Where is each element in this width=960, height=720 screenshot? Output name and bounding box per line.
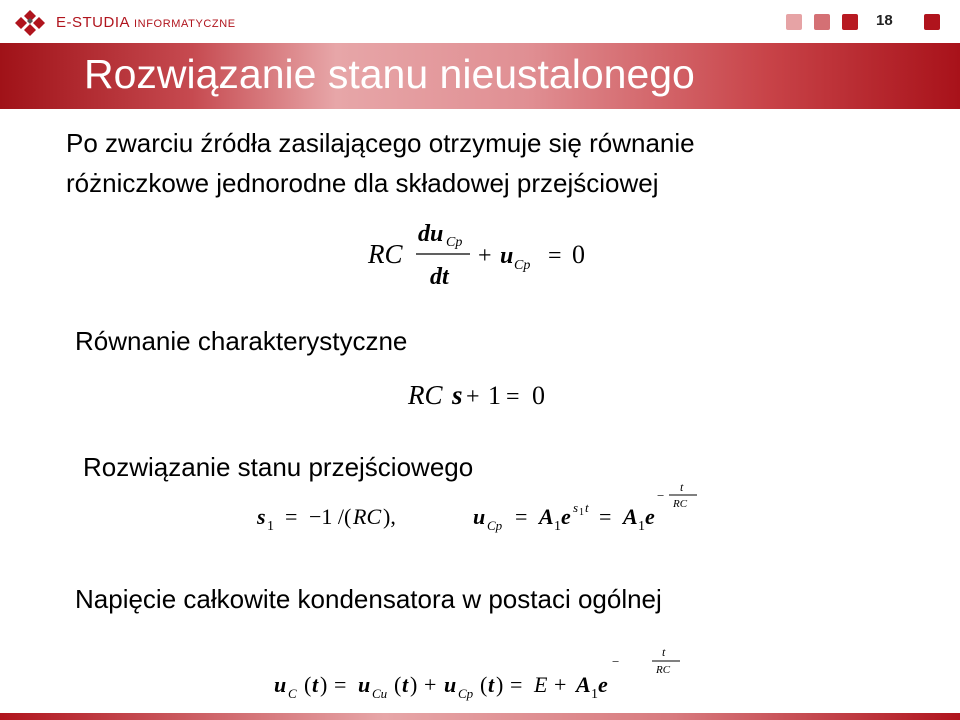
svg-text:): ) bbox=[496, 672, 504, 697]
svg-text:u: u bbox=[500, 243, 514, 269]
svg-text:RC: RC bbox=[656, 664, 671, 676]
svg-text:t: t bbox=[680, 480, 684, 494]
page-number: 18 bbox=[876, 12, 893, 29]
svg-text:C: C bbox=[288, 686, 297, 701]
svg-text:s: s bbox=[452, 380, 463, 410]
svg-text:t: t bbox=[662, 645, 666, 659]
svg-text:1: 1 bbox=[591, 687, 598, 702]
svg-text:Cp: Cp bbox=[487, 518, 503, 533]
svg-text:=: = bbox=[334, 672, 347, 697]
svg-text:+: + bbox=[466, 384, 480, 410]
logo-sub-text: INFORMATYCZNE bbox=[134, 18, 236, 30]
characteristic-label: Równanie charakterystyczne bbox=[75, 326, 408, 356]
svg-text:=: = bbox=[506, 384, 520, 410]
svg-text:−1 /(: −1 /( bbox=[309, 504, 352, 529]
svg-text:),: ), bbox=[383, 504, 396, 529]
svg-text:du: du bbox=[418, 221, 444, 247]
logo-icon bbox=[12, 8, 48, 38]
svg-text:u: u bbox=[274, 672, 287, 697]
svg-text:1: 1 bbox=[267, 519, 274, 534]
svg-text:Cp: Cp bbox=[514, 258, 531, 273]
svg-text:−: − bbox=[657, 488, 665, 503]
svg-text:RC: RC bbox=[353, 504, 382, 529]
total-voltage-label: Napięcie całkowite kondensatora w postaci ogólnej bbox=[75, 584, 662, 614]
svg-text:1: 1 bbox=[488, 381, 501, 410]
square-dark-icon bbox=[842, 14, 858, 30]
svg-text:): ) bbox=[320, 672, 328, 697]
svg-text:s: s bbox=[573, 500, 579, 515]
bottom-bar bbox=[0, 713, 960, 720]
intro-line-1: Po zwarciu źródła zasilającego otrzymuje się równanie bbox=[66, 128, 695, 158]
square-medium-icon bbox=[814, 14, 830, 30]
svg-text:t: t bbox=[488, 672, 495, 697]
svg-text:=: = bbox=[515, 504, 528, 529]
svg-text:1: 1 bbox=[579, 507, 584, 518]
square-light-icon bbox=[786, 14, 802, 30]
svg-text:0: 0 bbox=[532, 381, 545, 410]
total-voltage-equation bbox=[270, 640, 690, 702]
svg-text:e: e bbox=[561, 504, 571, 529]
svg-text:A: A bbox=[539, 504, 554, 529]
svg-text:1: 1 bbox=[554, 519, 561, 534]
svg-text:+: + bbox=[424, 672, 437, 697]
svg-text:0: 0 bbox=[572, 240, 585, 269]
characteristic-equation bbox=[404, 376, 564, 416]
decorative-squares bbox=[786, 14, 858, 30]
svg-text:A: A bbox=[623, 504, 638, 529]
transient-label: Rozwiązanie stanu przejściowego bbox=[83, 452, 474, 482]
svg-text:1: 1 bbox=[638, 519, 645, 534]
differential-equation bbox=[360, 212, 610, 294]
svg-text:u: u bbox=[473, 504, 486, 529]
svg-text:u: u bbox=[444, 672, 457, 697]
transient-equation bbox=[255, 476, 715, 536]
svg-text:t: t bbox=[585, 500, 589, 515]
svg-text:+: + bbox=[554, 672, 567, 697]
svg-text:=: = bbox=[285, 504, 298, 529]
svg-text:(: ( bbox=[394, 672, 402, 697]
svg-text:t: t bbox=[402, 672, 409, 697]
svg-text:(: ( bbox=[480, 672, 488, 697]
square-accent-icon bbox=[924, 14, 940, 30]
svg-text:t: t bbox=[312, 672, 319, 697]
page-title: Rozwiązanie stanu nieustalonego bbox=[84, 51, 695, 97]
svg-text:Cu: Cu bbox=[372, 686, 388, 701]
svg-text:+: + bbox=[478, 243, 492, 269]
svg-text:): ) bbox=[410, 672, 418, 697]
svg-text:−: − bbox=[612, 654, 620, 669]
svg-text:RC: RC bbox=[368, 239, 403, 269]
svg-text:=: = bbox=[510, 672, 523, 697]
svg-text:(: ( bbox=[304, 672, 312, 697]
svg-text:Cp: Cp bbox=[446, 235, 463, 250]
logo-main-text: E-STUDIA bbox=[56, 14, 131, 31]
svg-text:E: E bbox=[534, 672, 548, 697]
svg-text:e: e bbox=[645, 504, 655, 529]
svg-text:Cp: Cp bbox=[458, 686, 474, 701]
svg-text:RC: RC bbox=[408, 380, 443, 410]
svg-text:A: A bbox=[576, 672, 591, 697]
svg-text:e: e bbox=[598, 672, 608, 697]
intro-line-2: różniczkowe jednorodne dla składowej przejściowej bbox=[66, 168, 659, 198]
svg-text:u: u bbox=[358, 672, 371, 697]
svg-text:=: = bbox=[548, 243, 562, 269]
svg-text:s: s bbox=[257, 504, 266, 529]
svg-text:=: = bbox=[599, 504, 612, 529]
brand-logo bbox=[12, 6, 236, 40]
svg-text:dt: dt bbox=[430, 264, 449, 290]
svg-text:RC: RC bbox=[673, 498, 688, 510]
logo-text bbox=[56, 14, 236, 32]
